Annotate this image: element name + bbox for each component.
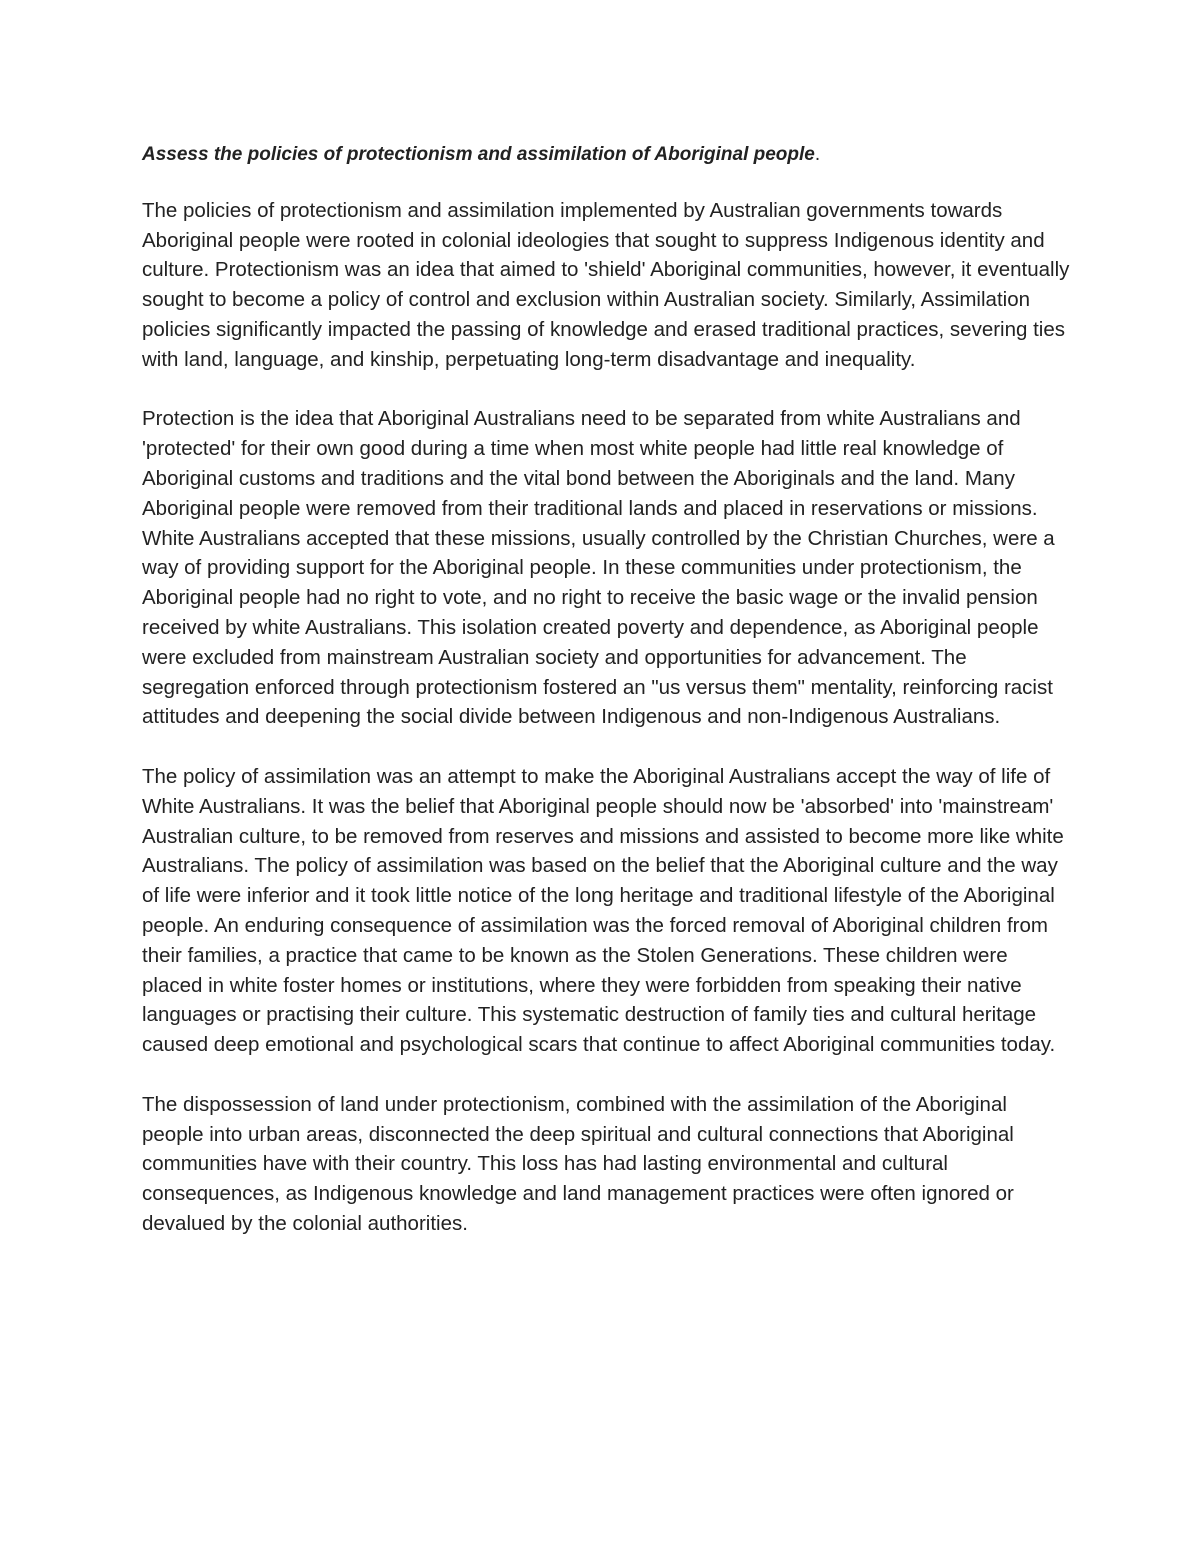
paragraph-introduction: The policies of protectionism and assimilation implemented by Australian governments towards Aboriginal people were rooted in colonial ideologies that sought to suppress Indigenous identity and culture. Protectionism was an idea that aimed to 'shield' Aboriginal communities, however, it eventually sought to become a policy of control and exclusion within Australian society. Similarly, Assimilation policies significantly impacted the passing of knowledge and erased traditional practices, severing ties with land, language, and kinship, perpetuating long-term disadvantage and inequality. bbox=[142, 198, 1070, 371]
document-body bbox=[142, 140, 1072, 1268]
paragraph-protection: Protection is the idea that Aboriginal Australians need to be separated from white Australians and 'protected' for their own good during a time when most white people had little real knowledge of Aboriginal customs and traditions and the vital bond between the Aboriginals and the land. Many Aboriginal people were removed from their traditional lands and placed in reservations or missions. White Australians accepted that these missions, usually controlled by the Christian Churches, were a way of providing support for the Aboriginal people. In these communities under protectionism, the Aboriginal people had no right to vote, and no right to receive the basic wage or the invalid pension received by white Australians. This isolation created poverty and dependence, as Aboriginal people were excluded from mainstream Australian society and opportunities for advancement. The segregation enforced through protectionism fostered an "us versus them" mentality, reinforcing racist attitudes and deepening the social divide between Indigenous and non-Indigenous Australians. bbox=[142, 407, 1055, 729]
essay-question-text: Assess the policies of protectionism and assimilation of Aboriginal people bbox=[142, 144, 815, 165]
paragraph-dispossession: The dispossession of land under protectionism, combined with the assimilation of the Aboriginal people into urban areas, disconnected the deep spiritual and cultural connections that Aboriginal communities have with their country. This loss has had lasting environmental and cultural consequences, as Indigenous knowledge and land management practices were often ignored or devalued by the colonial authorities. bbox=[142, 1092, 1014, 1235]
paragraph-assimilation: The policy of assimilation was an attempt to make the Aboriginal Australians accept the way of life of White Australians. It was the belief that Aboriginal people should now be 'absorbed' into 'mainstream' Australian culture, to be removed from reserves and missions and assisted to become more like white Australians. The policy of assimilation was based on the belief that the Aboriginal culture and the way of life were inferior and it took little notice of the long heritage and traditional lifestyle of the Aboriginal people. An enduring consequence of assimilation was the forced removal of Aboriginal children from their families, a practice that came to be known as the Stolen Generations. These children were placed in white foster homes or institutions, where they were forbidden from speaking their native languages or practising their culture. This systematic destruction of family ties and cultural heritage caused deep emotional and psychological scars that continue to affect Aboriginal communities today. bbox=[142, 764, 1064, 1057]
essay-question bbox=[142, 140, 1072, 170]
essay-question-period: . bbox=[814, 144, 821, 165]
